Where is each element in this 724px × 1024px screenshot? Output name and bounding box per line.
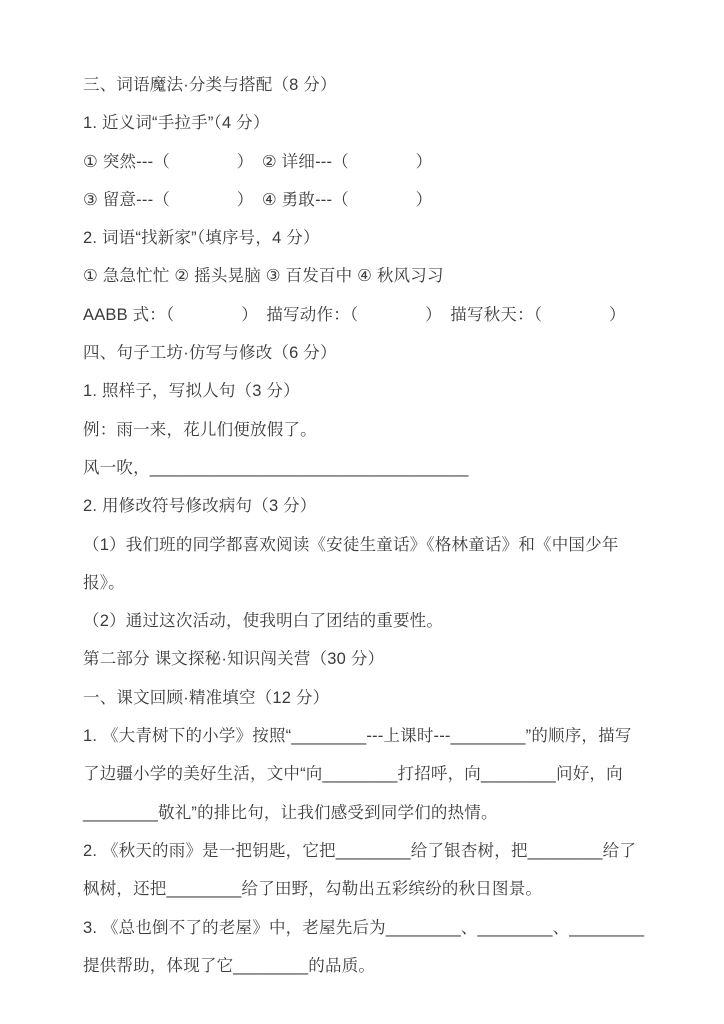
text-line: 一、课文回顾·精准填空（12 分）: [83, 688, 330, 707]
text-line: 例：雨一来，花儿们便放假了。: [83, 420, 317, 439]
text-line: 四、句子工坊·仿写与修改（6 分）: [83, 344, 337, 363]
text-line: 1. 照样子，写拟人句（3 分）: [83, 382, 300, 401]
text-line: ________敬礼”的排比句，让我们感受到同学们的热情。: [83, 803, 498, 822]
text-line: 2. 词语“找新家”（填序号，4 分）: [83, 229, 320, 248]
text-line: 枫树，还把________给了田野，勾勒出五彩缤纷的秋日图景。: [83, 880, 543, 899]
text-line: 提供帮助，体现了它________的品质。: [83, 956, 376, 975]
text-line: （1）我们班的同学都喜欢阅读《安徒生童话》《格林童话》和《中国少年: [83, 535, 619, 554]
text-line: 三、词语魔法·分类与搭配（8 分）: [83, 76, 337, 94]
text-line: （2）通过这次活动，使我明白了团结的重要性。: [83, 612, 444, 631]
text-line: 风一吹，__________________________________: [83, 458, 469, 477]
text-line: 1. 近义词“手拉手”（4 分）: [83, 114, 270, 133]
document-body: [83, 66, 654, 985]
text-line: 1. 《大青树下的小学》按照“________---上课时---________”的顺序，描写: [83, 727, 632, 746]
text-line: 了边疆小学的美好生活，文中“向________打招呼，向________问好，向: [83, 765, 623, 784]
text-line: 报》。: [83, 573, 125, 592]
text-line: ③ 留意---（ ） ④ 勇敢---（ ）: [83, 190, 433, 209]
text-line: 2. 用修改符号修改病句（3 分）: [83, 497, 317, 516]
text-line: 3. 《总也倒不了的老屋》中，老屋先后为________、________、________: [83, 918, 645, 937]
text-line: AABB 式：（ ） 描写动作：（ ） 描写秋天：（ ）: [83, 305, 626, 324]
text-line: ① 突然---（ ） ② 详细---（ ）: [83, 152, 433, 171]
text-line: 2. 《秋天的雨》是一把钥匙，它把________给了银杏树，把________给了: [83, 841, 637, 860]
text-line: ① 急急忙忙 ② 摇头晃脑 ③ 百发百中 ④ 秋风习习: [83, 267, 444, 286]
text-line: 第二部分 课文探秘·知识闯关营（30 分）: [83, 650, 385, 669]
